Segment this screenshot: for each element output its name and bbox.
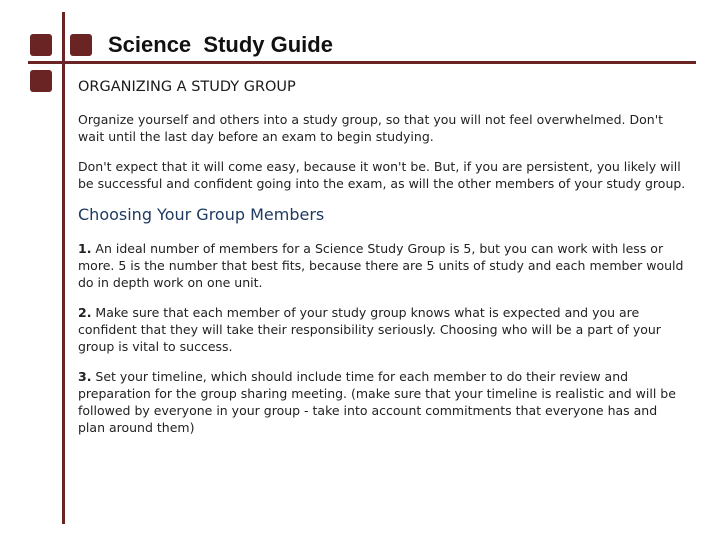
decor-square-3 (30, 70, 52, 92)
item-number: 2. (78, 305, 92, 320)
item-text: Make sure that each member of your study group knows what is expected and you are confident that they will take their responsibility seriously. Choosing who will be a part of your group is vital to success. (78, 305, 661, 354)
list-item (78, 304, 688, 355)
decor-square-1 (30, 34, 52, 56)
page-title: Science Study Guide (108, 32, 333, 57)
vertical-rule (62, 12, 65, 524)
decor-square-2 (70, 34, 92, 56)
section-title: Choosing Your Group Members (78, 205, 325, 224)
list-item (78, 368, 688, 436)
study-guide-content (78, 78, 688, 449)
item-number: 1. (78, 241, 92, 256)
horizontal-rule (28, 61, 696, 64)
list-item (78, 240, 688, 291)
intro-paragraph-1: Organize yourself and others into a study group, so that you will not feel overwhelmed. Don't wait until the last day before an exam to begin studying. (78, 112, 664, 144)
intro-paragraph-2: Don't expect that it will come easy, because it won't be. But, if you are persistent, you likely will be successful and confident going into the exam, as will the other members of your study group. (78, 159, 686, 191)
item-text: Set your timeline, which should include time for each member to do their review and preparation for the group sharing meeting. (make sure that your timeline is realistic and will be followed by everyone in your group - take into account commitments that everyone has and plan around them) (78, 369, 676, 435)
section-subheading: ORGANIZING A STUDY GROUP (78, 79, 296, 95)
item-text: An ideal number of members for a Science Study Group is 5, but you can work with less or more. 5 is the number that best fits, because there are 5 units of study and each member would do in depth work on one unit. (78, 241, 684, 290)
item-number: 3. (78, 369, 92, 384)
